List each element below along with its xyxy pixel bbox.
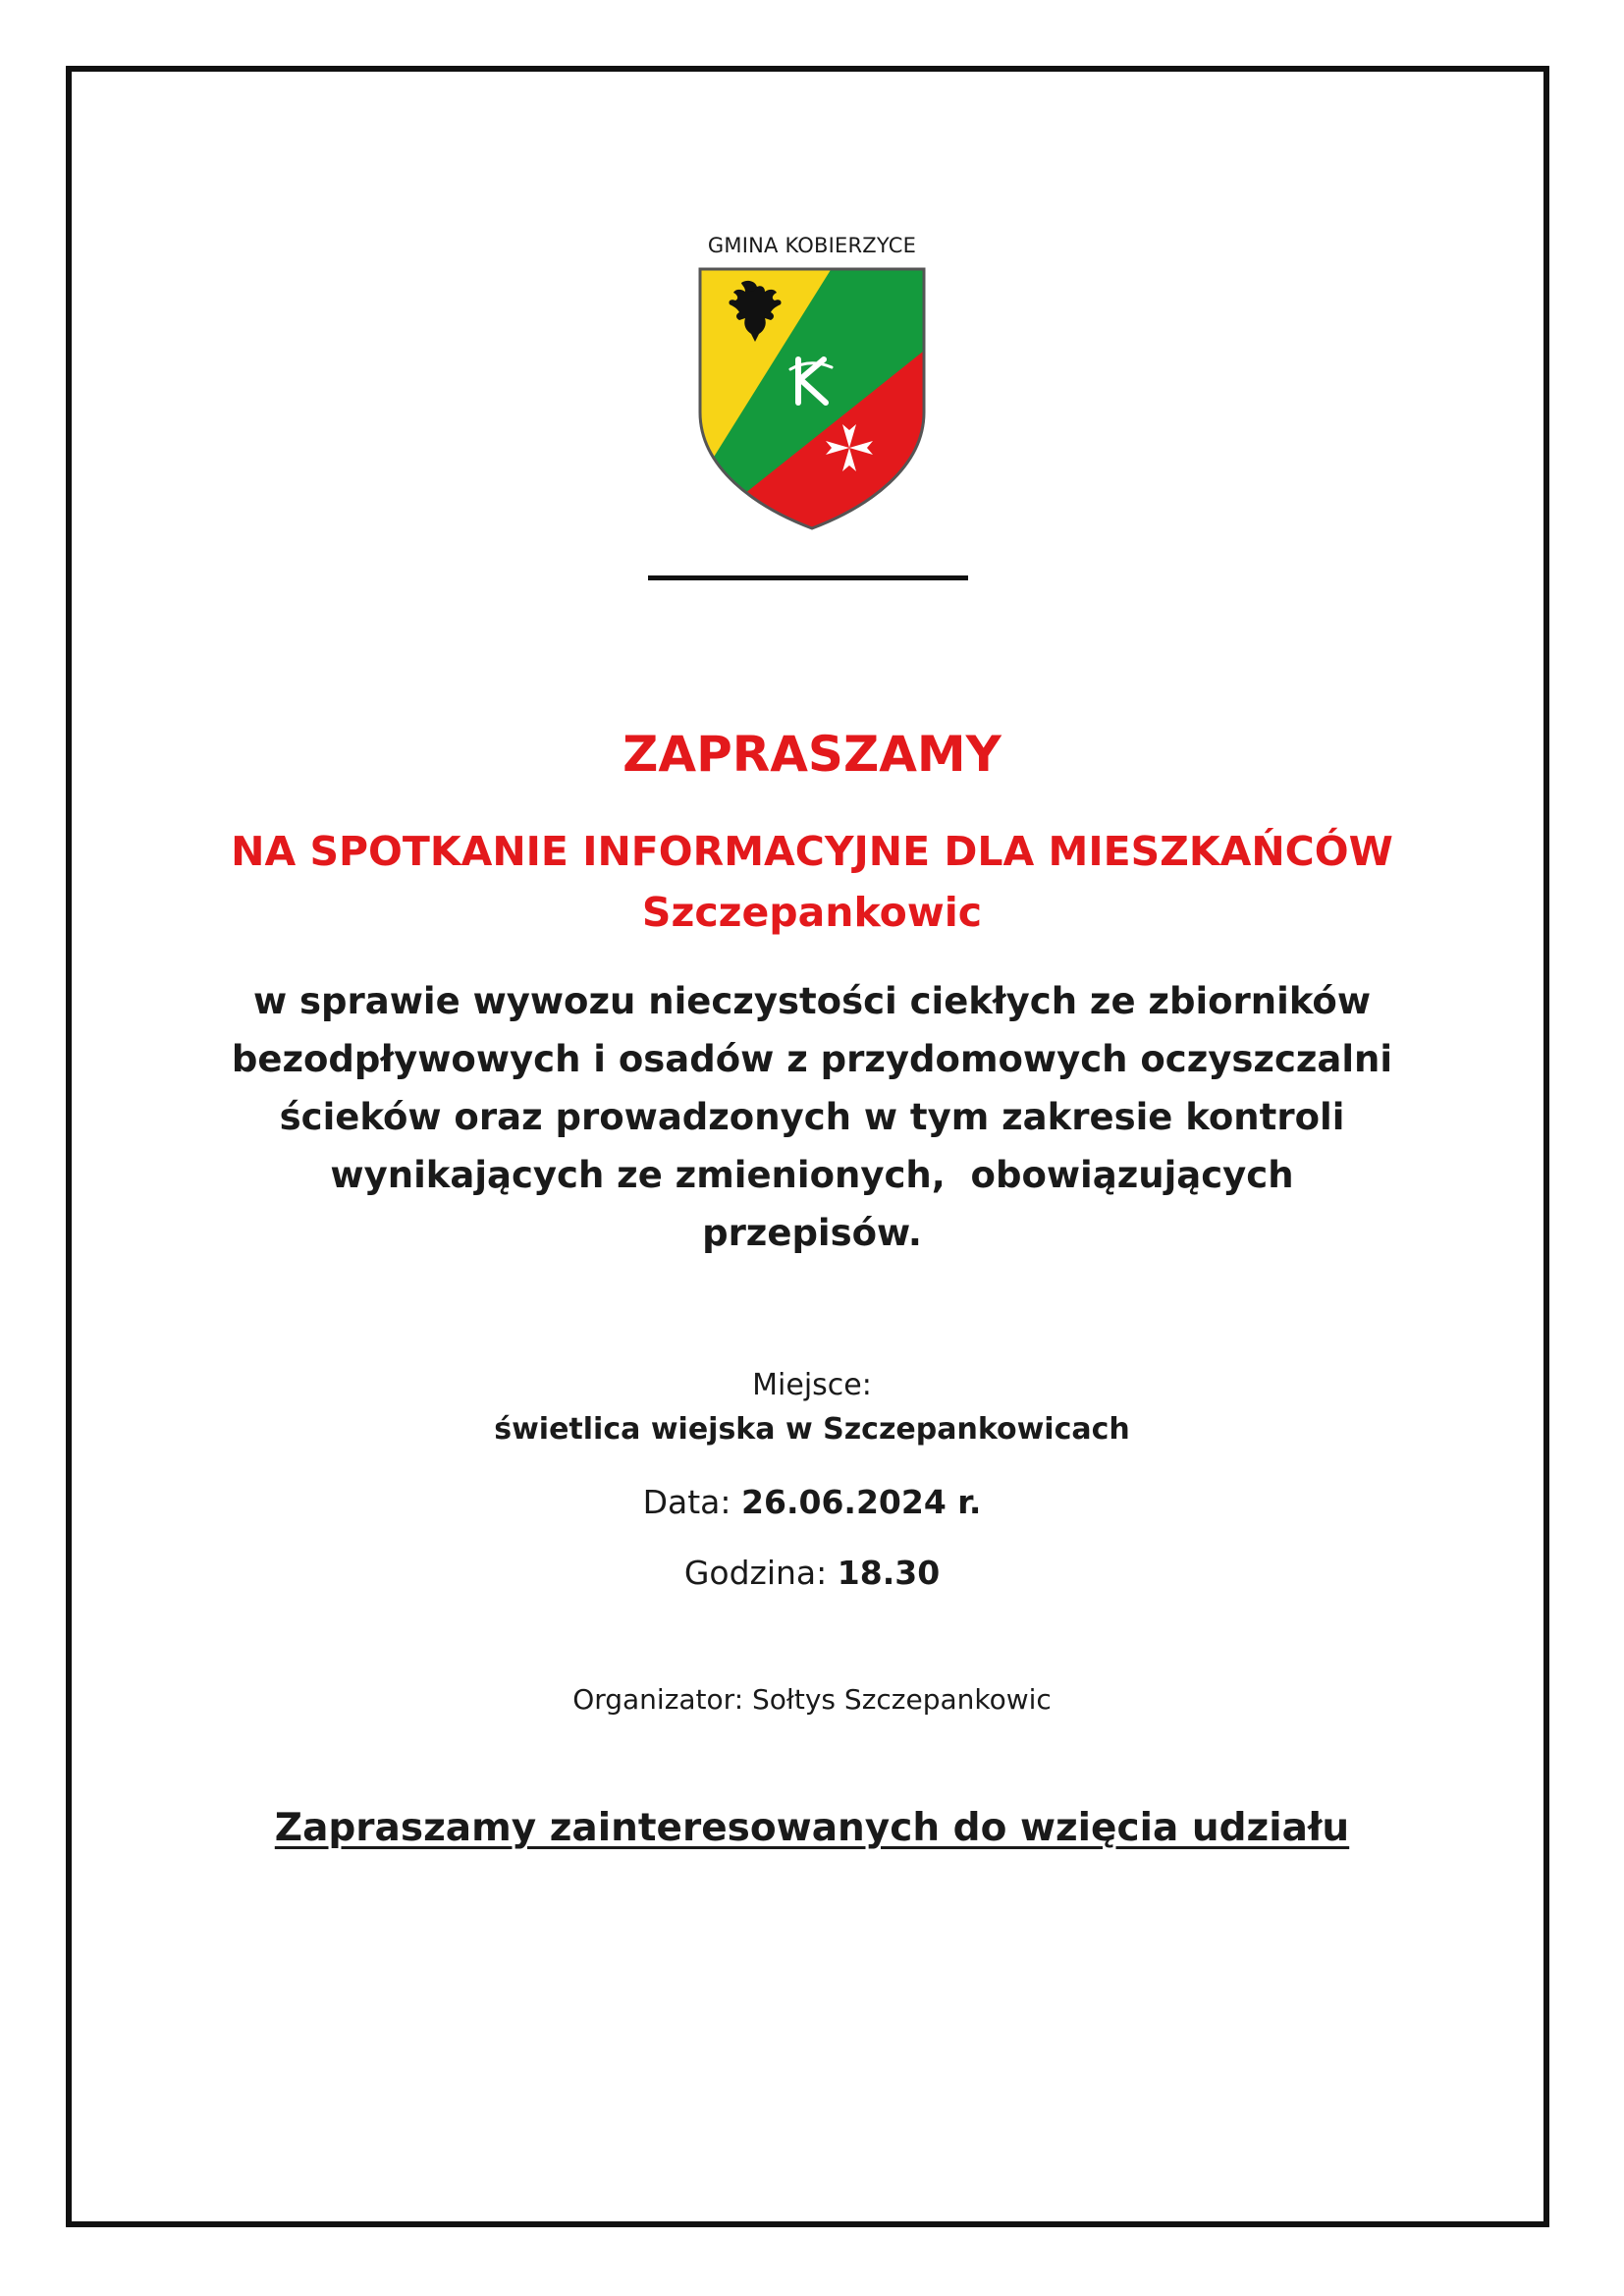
page-title: ZAPRASZAMY	[623, 726, 1001, 783]
date-line	[0, 1483, 1624, 1522]
description-line: ścieków oraz prowadzonych w tym zakresie kontroli	[279, 1096, 1345, 1138]
hour-line	[0, 1554, 1624, 1593]
description-line: przepisów.	[702, 1212, 922, 1254]
page-subtitle	[0, 821, 1624, 943]
subtitle-line-1: NA SPOTKANIE INFORMACYJNE DLA MIESZKAŃCÓW	[231, 828, 1393, 875]
emblem-caption: GMINA KOBIERZYCE	[707, 234, 917, 257]
date-label: Data:	[642, 1483, 731, 1521]
hour-label: Godzina:	[683, 1554, 828, 1592]
date-value: 26.06.2024 r.	[741, 1483, 982, 1521]
coat-of-arms-icon	[696, 265, 928, 532]
hour-value: 18.30	[837, 1554, 941, 1592]
description	[167, 972, 1457, 1262]
description-line: w sprawie wywozu nieczystości ciekłych ze zbiorników	[252, 980, 1372, 1022]
description-line: wynikających ze zmienionych, obowiązujących	[330, 1154, 1294, 1196]
emblem	[0, 232, 1624, 532]
divider-line	[648, 575, 968, 580]
place-label: Miejsce:	[752, 1368, 872, 1402]
organizer: Organizator: Sołtys Szczepankowic	[572, 1683, 1052, 1716]
place-value: świetlica wiejska w Szczepankowicach	[494, 1412, 1130, 1447]
closing-invitation: Zapraszamy zainteresowanych do wzięcia udziału	[274, 1806, 1350, 1850]
description-line: bezodpływowych i osadów z przydomowych oczyszczalni	[231, 1038, 1393, 1080]
subtitle-line-2: Szczepankowic	[641, 889, 983, 936]
